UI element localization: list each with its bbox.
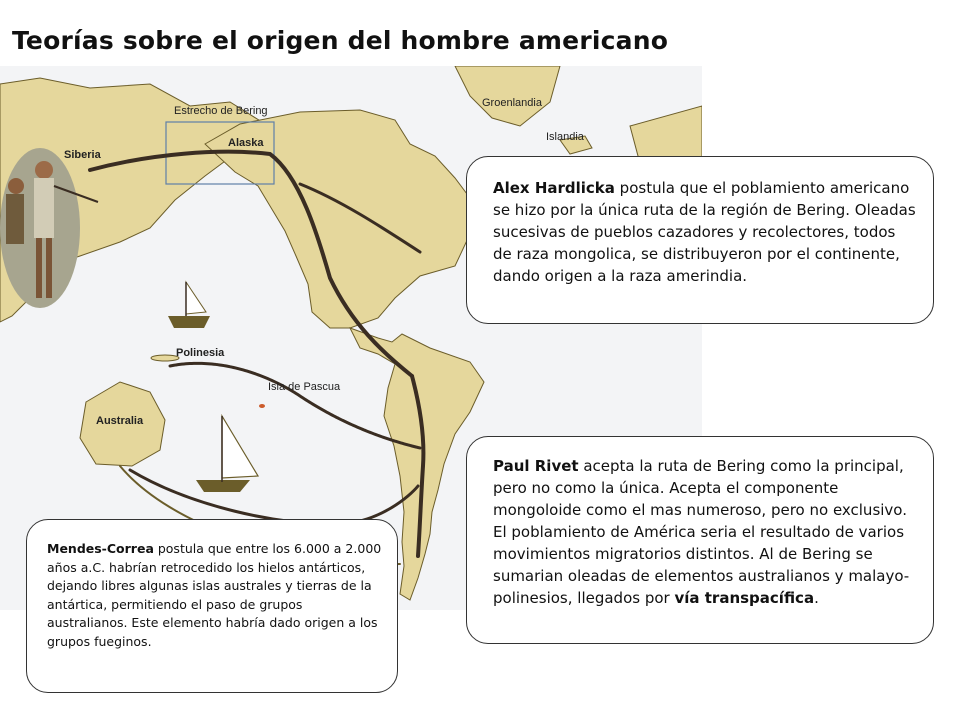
rivet-emphasis: vía transpacífica [674,589,815,607]
mendes-correa-theory-box [26,519,398,693]
rivet-theory-text [493,455,919,609]
label-greenland: Groenlandia [482,97,542,109]
rivet-theory-box [466,436,934,644]
easter-island-marker [259,404,265,408]
label-australia: Australia [96,415,144,427]
hardlicka-description: postula que el poblamiento americano se hizo por la única ruta de la región de Bering. Oleadas sucesivas de pueblos cazadores y recolectores, todos de raza mongolica, se distribuyeron por el continente, dando origen a la raza amerindia. [493,179,916,285]
page-title: Teorías sobre el origen del hombre americano [12,26,669,55]
label-polynesia: Polinesia [176,347,225,359]
rivet-description: acepta la ruta de Bering como la principal, pero no como la única. Acepta el componente mongoloide como el mas numeroso, pero no exclusivo. El poblamiento de América seria el resultado de varios movimientos migratorios distintos. Al de Bering se sumarian oleadas de elementos australianos y malayo-polinesios, llegados por [493,457,910,607]
island-shape [151,355,179,361]
label-siberia: Siberia [64,149,101,161]
label-easter-island-text: Isla de Pascua [268,381,341,393]
hardlicka-theory-text [493,177,917,287]
label-iceland: Islandia [546,131,584,143]
mendes-description: postula que entre los 6.000 a 2.000 años a.C. habrían retrocedido los hielos antárticos, dejando libres algunas islas australes y tierras de la antártica, permitiendo el paso de grupos australianos. Este elemento habría dado origen a los grupos fueginos. [47,541,382,649]
mendes-theory-text [47,540,383,651]
hardlicka-author: Alex Hardlicka [493,179,615,197]
rivet-end: . [814,589,819,607]
rivet-author: Paul Rivet [493,457,579,475]
label-easter-island [268,381,341,393]
hardlicka-theory-box [466,156,934,324]
mendes-author: Mendes-Correa [47,541,154,556]
label-bering-strait: Estrecho de Bering [174,105,268,117]
label-alaska: Alaska [228,137,264,149]
